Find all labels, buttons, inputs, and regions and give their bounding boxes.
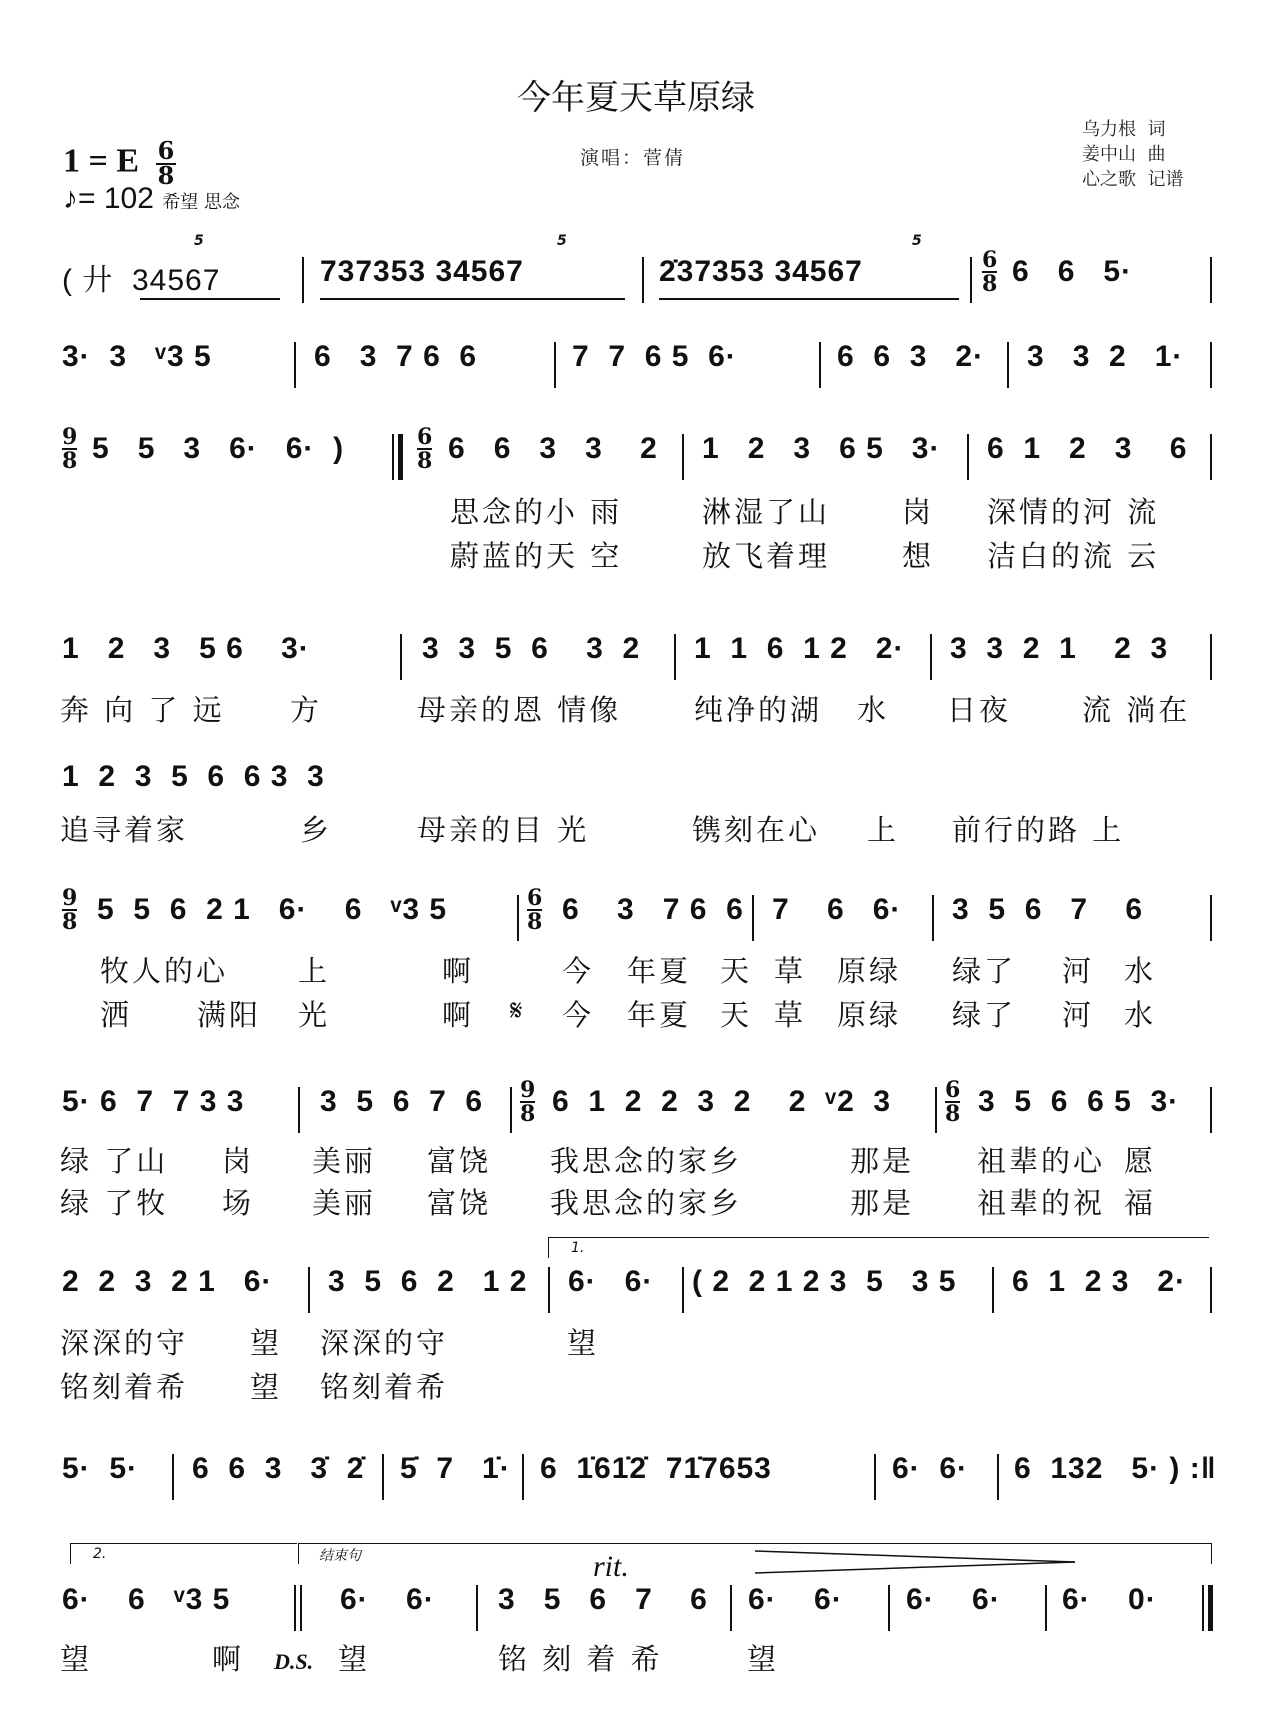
lyric: 绿了	[952, 998, 1017, 1032]
barline	[930, 634, 932, 680]
score-line-5	[60, 760, 1212, 847]
lyric: 深情的河 流	[987, 495, 1160, 529]
dal-segno-mark: D.S.	[274, 1649, 314, 1674]
lyric: 年夏	[627, 998, 692, 1032]
lyric: 愿	[1124, 1144, 1157, 1178]
lyric: 上	[298, 954, 331, 988]
song-title: 今年夏天草原绿	[517, 78, 755, 118]
barline	[888, 1585, 890, 1631]
barline	[970, 257, 972, 303]
lyric: 光	[298, 998, 331, 1032]
lyric: 岗	[222, 1144, 255, 1178]
lyric: 奔 向 了 远	[60, 693, 225, 727]
lyric: 原绿	[837, 954, 902, 988]
barline	[476, 1585, 478, 1631]
score-line-1	[62, 233, 1212, 305]
lyric: 望	[338, 1642, 371, 1676]
lyric: 场	[222, 1186, 255, 1220]
barline	[400, 634, 402, 680]
lyric: 啊	[212, 1642, 245, 1676]
lyric: 镌刻在心	[692, 813, 821, 847]
barline	[298, 1087, 300, 1133]
lyric: 啊	[442, 998, 475, 1032]
score-line-3	[62, 424, 1212, 573]
measure: 5 5 6 2 1 6· 6 ᵛ3 5	[97, 893, 448, 926]
lyric: 我思念的家乡	[550, 1186, 743, 1220]
barline	[517, 895, 519, 941]
barline	[874, 1454, 876, 1500]
time-signature: 6 8	[417, 424, 433, 474]
lyric: 岗	[902, 495, 935, 529]
measure: 3 5 6 2 1 2	[328, 1265, 528, 1298]
barline	[548, 1267, 550, 1313]
score-line-7	[60, 1077, 1212, 1220]
lyric: 追寻着家	[60, 813, 189, 847]
time-signature: 6 8	[945, 1077, 961, 1127]
measure: 5̇ 7 1̇·	[400, 1452, 511, 1485]
measure: 6· 6 ᵛ3 5	[62, 1583, 231, 1616]
measure: 6 3 7 6 6	[314, 340, 478, 373]
score-line-4	[60, 632, 1212, 727]
barline	[1210, 1267, 1212, 1313]
barline	[172, 1454, 174, 1500]
measure: 6 1̇61̇2̇ 71̇7653	[540, 1452, 772, 1485]
lyric: 乡	[300, 813, 333, 847]
lyric: 草	[774, 954, 807, 988]
measure: 7 7 6 5 6·	[572, 340, 737, 373]
measure: 6· 6·	[340, 1583, 435, 1616]
measure: ( 2 2 1 2 3 5 3 5	[692, 1265, 957, 1298]
measure: 3 3 2 1·	[1027, 340, 1184, 373]
decrescendo-hairpin	[755, 1547, 1085, 1577]
measure: 6· 6·	[748, 1583, 843, 1616]
lyric: 原绿	[837, 998, 902, 1032]
lyric: 洁白的流 云	[987, 539, 1160, 573]
score-line-2	[62, 340, 1212, 390]
barline	[997, 1454, 999, 1500]
lyric: 放飞着理	[702, 539, 831, 573]
lyric: 方	[290, 693, 323, 727]
barline	[932, 895, 934, 941]
double-barline	[294, 1585, 302, 1631]
lyric: 美丽	[312, 1186, 377, 1220]
barline	[642, 257, 644, 303]
lyric: 铭刻着希	[320, 1370, 449, 1404]
time-signature: 6 8	[982, 247, 998, 297]
lyric: 水	[1124, 998, 1157, 1032]
key-signature	[63, 136, 176, 190]
lyric: 流 淌在	[1082, 693, 1191, 727]
key-label: 1 = E	[63, 142, 140, 180]
measure: 6 132 5· ) :‖	[1014, 1452, 1217, 1485]
barline	[522, 1454, 524, 1500]
measure: 5· 5·	[62, 1452, 139, 1485]
measure: 5 5 3 6· 6· )	[92, 432, 345, 465]
lyric: 河	[1062, 954, 1095, 988]
measure: 737353 34567	[320, 255, 524, 288]
lyric: 绿 了牧	[60, 1186, 169, 1220]
lyric: 那是	[850, 1144, 915, 1178]
barline	[308, 1267, 310, 1313]
lyric: 美丽	[312, 1144, 377, 1178]
singer-credit: 演唱：菅倩	[580, 147, 686, 169]
expression-text: 希望 思念	[162, 192, 240, 213]
measure: 1 2 3 6 5 3·	[702, 432, 941, 465]
measure: 6· 0·	[1062, 1583, 1157, 1616]
lyric: 绿 了山	[60, 1144, 169, 1178]
lyric: 年夏	[627, 954, 692, 988]
lyric: 啊	[442, 954, 475, 988]
barline	[1210, 634, 1212, 680]
lyric: 那是	[850, 1186, 915, 1220]
measure: 6 1 2 2 3 2 2 ᵛ2 3	[552, 1085, 892, 1118]
score-line-8	[60, 1265, 1212, 1404]
lyric: 望	[250, 1326, 283, 1360]
time-signature: 6 8	[527, 885, 543, 935]
barline	[1210, 434, 1212, 480]
ritardando-mark: rit.	[593, 1550, 629, 1583]
ending-label: 结束句	[319, 1548, 361, 1564]
lyric: 思念的小 雨	[450, 495, 623, 529]
measure: 3 5 6 7 6	[320, 1085, 484, 1118]
score-line-10	[60, 1583, 1212, 1676]
lyric: 望	[60, 1642, 93, 1676]
lyric: 祖辈的心	[977, 1144, 1106, 1178]
measure: 6 6 5·	[1012, 255, 1133, 288]
barline	[819, 342, 821, 388]
lyric: 福	[1124, 1186, 1157, 1220]
lyric: 富饶	[427, 1144, 492, 1178]
lyric: 望	[747, 1642, 780, 1676]
lyric: 今	[562, 954, 595, 988]
measure: 3· 3 ᵛ3 5	[62, 340, 212, 373]
tempo-value: ♪= 102	[63, 182, 154, 215]
barline	[682, 1267, 684, 1313]
measure: 3 5 6 6 5 3·	[978, 1085, 1180, 1118]
measure: 6 6 3 2·	[837, 340, 985, 373]
lyric: 绿了	[952, 954, 1017, 988]
lyric: 牧人的心	[100, 954, 229, 988]
lyric: 祖辈的祝	[977, 1186, 1106, 1220]
measure: 5· 6 7 7 3 3	[62, 1085, 245, 1118]
repeat-start-barline	[392, 434, 403, 480]
measure: 1 1 6 1 2 2·	[694, 632, 905, 665]
volta-bracket-1	[548, 1237, 1209, 1258]
measure: 6 3 7 6 6	[562, 893, 744, 926]
barline	[1210, 895, 1212, 941]
lyric: 水	[857, 693, 890, 727]
lyric: 今	[562, 998, 595, 1032]
tempo-marking	[63, 182, 240, 216]
lyricist-credit: 乌力根 词	[1082, 119, 1166, 140]
lyric: 河	[1062, 998, 1095, 1032]
measure: 1 2 3 5 6 3·	[62, 632, 310, 665]
barline	[302, 257, 304, 303]
barline	[1210, 1087, 1212, 1133]
time-signature: 9 8	[62, 424, 78, 474]
measure: 6 1 2 3 2·	[1012, 1265, 1187, 1298]
measure: 3 3 2 1 2 3	[950, 632, 1169, 665]
lyric: 想	[902, 539, 935, 573]
time-signature: $\frac{6}{8}$	[157, 136, 175, 190]
lyric: 铭 刻 着 希	[498, 1642, 663, 1676]
volta-label: 2.	[93, 1546, 107, 1562]
measure: ( 廾 34567	[62, 264, 221, 297]
measure: 2 2 3 2 1 6·	[62, 1265, 273, 1298]
barline	[1210, 257, 1212, 303]
lyric: 母亲的目 光	[417, 813, 590, 847]
segno-icon: 𝄋	[510, 993, 526, 1027]
barline	[1210, 342, 1212, 388]
final-barline	[1202, 1585, 1213, 1631]
barline	[935, 1087, 937, 1133]
time-signature: 9 8	[62, 885, 78, 935]
measure: 6 6 3 3̇ 2̇	[192, 1452, 365, 1485]
measure: 6 6 3 3 2	[448, 432, 658, 465]
barline	[1045, 1585, 1047, 1631]
lyric: 满阳	[197, 998, 262, 1032]
lyric: 母亲的恩 情像	[417, 693, 622, 727]
measure: 6· 6·	[906, 1583, 1001, 1616]
tuplet-mark: 5	[194, 233, 204, 249]
beam-line	[659, 298, 959, 300]
volta-bracket-2	[70, 1543, 297, 1564]
score-line-9	[62, 1452, 1217, 1502]
volta-label: 1.	[571, 1240, 585, 1256]
tuplet-mark: 5	[912, 233, 922, 249]
tuplet-mark: 5	[557, 233, 567, 249]
barline	[682, 434, 684, 480]
measure: 7 6 6·	[772, 893, 902, 926]
measure: 2̇37353 34567	[659, 255, 863, 288]
barline	[382, 1454, 384, 1500]
lyric: 淋湿了山	[702, 495, 831, 529]
beam-line	[320, 298, 625, 300]
barline	[674, 634, 676, 680]
measure: 3 5 6 7 6	[498, 1583, 708, 1616]
lyric: 上	[867, 813, 900, 847]
barline	[510, 1087, 512, 1133]
measure: 6 1 2 3 6	[987, 432, 1188, 465]
measure: 3 3 5 6 3 2	[422, 632, 641, 665]
measure: 6· 6·	[568, 1265, 654, 1298]
lyric: 望	[250, 1370, 283, 1404]
barline	[967, 434, 969, 480]
time-signature: 9 8	[520, 1077, 536, 1127]
measure: 3 5 6 7 6	[952, 893, 1144, 926]
lyric: 我思念的家乡	[550, 1144, 743, 1178]
lyric: 水	[1124, 954, 1157, 988]
barline	[1007, 342, 1009, 388]
composer-credit: 姜中山 曲	[1082, 144, 1166, 165]
lyric: 前行的路 上	[952, 813, 1125, 847]
transcriber-credit: 心之歌 记谱	[1082, 169, 1184, 190]
lyric: 蔚蓝的天 空	[450, 539, 623, 573]
lyric: 洒	[100, 998, 133, 1032]
lyric: 天	[720, 954, 753, 988]
score-line-6	[62, 885, 1212, 1032]
barline	[294, 342, 296, 388]
credits-block	[1082, 117, 1183, 192]
measure: 1 2 3 5 6 6 3 3	[62, 760, 325, 793]
barline	[730, 1585, 732, 1631]
lyric: 日夜	[947, 693, 1012, 727]
beam-line	[140, 298, 280, 300]
lyric: 纯净的湖	[694, 693, 823, 727]
lyric: 富饶	[427, 1186, 492, 1220]
lyric: 望	[567, 1326, 600, 1360]
lyric: 深深的守	[320, 1326, 449, 1360]
barline	[992, 1267, 994, 1313]
lyric: 草	[774, 998, 807, 1032]
lyric: 天	[720, 998, 753, 1032]
barline	[554, 342, 556, 388]
barline	[752, 895, 754, 941]
lyric: 深深的守	[60, 1326, 189, 1360]
measure: 6· 6·	[892, 1452, 969, 1485]
lyric: 铭刻着希	[60, 1370, 189, 1404]
